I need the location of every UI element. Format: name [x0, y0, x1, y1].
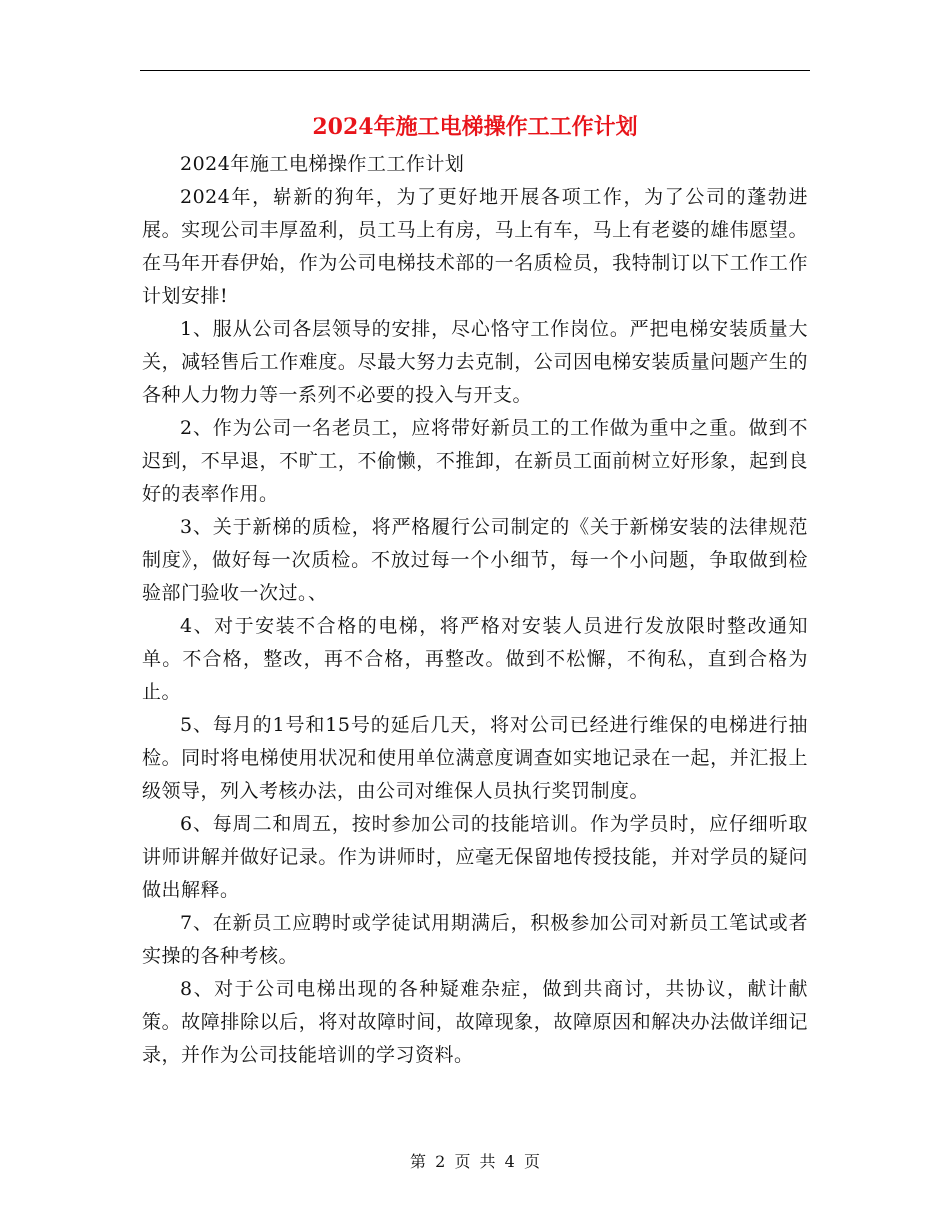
body-paragraph-item-4: 4、对于安装不合格的电梯，将严格对安装人员进行发放限时整改通知单。不合格，整改，再不合格，再整改。做到不松懈，不徇私，直到合格为止。 — [142, 615, 808, 703]
body-paragraph-subtitle: 2024年施工电梯操作工工作计划 — [180, 153, 465, 175]
body-paragraph-item-6: 6、每周二和周五，按时参加公司的技能培训。作为学员时，应仔细听取讲师讲解并做好记录。作为讲师时，应毫无保留地传授技能，并对学员的疑问做出解释。 — [142, 813, 808, 901]
body-paragraph-item-1: 1、服从公司各层领导的安排，尽心恪守工作岗位。严把电梯安装质量大关，减轻售后工作难度。尽最大努力去克制，公司因电梯安装质量问题产生的各种人力物力等一系列不必要的投入与开支。 — [142, 318, 808, 406]
document-title: 2024年施工电梯操作工工作计划 — [312, 114, 638, 140]
header-rule — [140, 70, 810, 71]
body-paragraph-item-8: 8、对于公司电梯出现的各种疑难杂症，做到共商讨，共协议，献计献策。故障排除以后，将对故障时间，故障现象，故障原因和解决办法做详细记录，并作为公司技能培训的学习资料。 — [142, 978, 808, 1066]
page-footer — [0, 1150, 950, 1174]
body-paragraph-intro: 2024年，崭新的狗年，为了更好地开展各项工作，为了公司的蓬勃进展。实现公司丰厚盈利，员工马上有房，马上有车，马上有老婆的雄伟愿望。在马年开春伊始，作为公司电梯技术部的一名质检员，我特制订以下工作工作计划安排! — [142, 186, 808, 307]
body-paragraph-item-5: 5、每月的1号和15号的延后几天，将对公司已经进行维保的电梯进行抽检。同时将电梯使用状况和使用单位满意度调查如实地记录在一起，并汇报上级领导，列入考核办法，由公司对维保人员执行奖罚制度。 — [142, 714, 808, 802]
footer-total-pages: 4 — [504, 1152, 515, 1171]
document-body — [142, 148, 808, 1072]
footer-page-number: 2 — [435, 1152, 446, 1171]
body-paragraph-item-2: 2、作为公司一名老员工，应将带好新员工的工作做为重中之重。做到不迟到，不早退，不旷工，不偷懒，不推卸，在新员工面前树立好形象，起到良好的表率作用。 — [142, 417, 808, 505]
footer-page-label: 第 — [410, 1152, 427, 1171]
footer-total-label: 共 — [479, 1152, 496, 1171]
body-paragraph-item-3: 3、关于新梯的质检，将严格履行公司制定的《关于新梯安装的法律规范制度》，做好每一次质检。不放过每一个小细节，每一个小问题，争取做到检验部门验收一次过。、 — [142, 516, 808, 604]
footer-page-unit: 页 — [454, 1152, 471, 1171]
body-paragraph-item-7: 7、在新员工应聘时或学徒试用期满后，积极参加公司对新员工笔试或者实操的各种考核。 — [142, 912, 808, 967]
footer-total-unit: 页 — [523, 1152, 540, 1171]
